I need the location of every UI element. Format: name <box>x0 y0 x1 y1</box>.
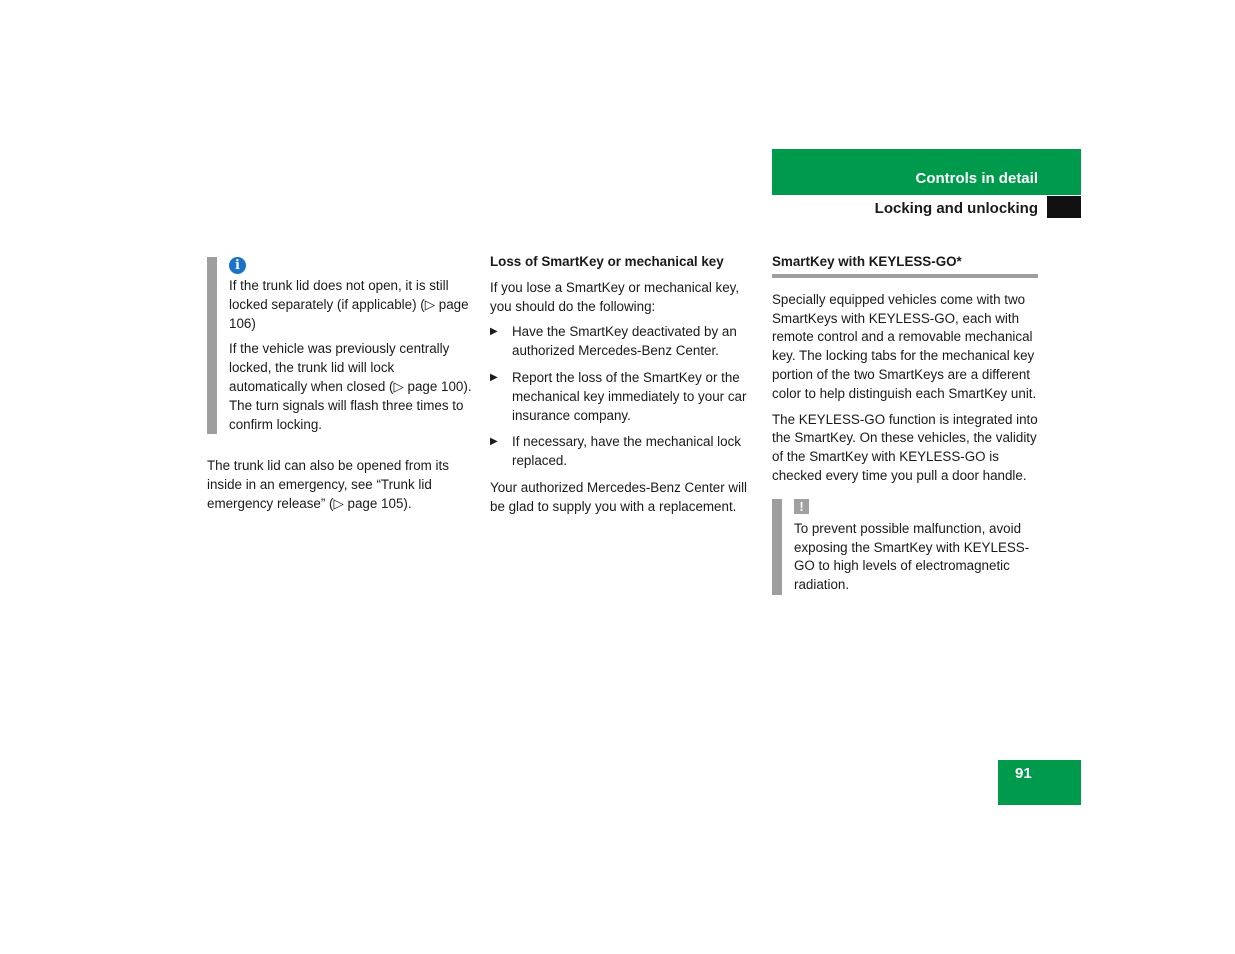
section-heading: Loss of SmartKey or mechanical key <box>490 254 724 269</box>
loss-section <box>490 253 754 517</box>
bullet-arrow-icon: ▶ <box>490 436 498 448</box>
page-number-tab <box>998 760 1081 805</box>
action-list <box>490 323 754 471</box>
intro-paragraph: If you lose a SmartKey or mechanical key, you should do the following: <box>490 279 740 314</box>
body-paragraph-2: The KEYLESS-GO function is integrated into the SmartKey. On these vehicles, the validity of the SmartKey with KEYLESS-GO is checked every time you pull a door handle. <box>772 411 1038 483</box>
section-title: Controls in detail <box>915 170 1038 187</box>
bullet-arrow-icon: ▶ <box>490 326 498 338</box>
page-number: 91 <box>1015 765 1032 782</box>
info-note <box>207 257 475 434</box>
subsection-title: Locking and unlocking <box>874 200 1038 217</box>
info-icon: i <box>229 257 246 274</box>
list-item: ▶ Report the loss of the SmartKey or the mechanical key immediately to your car insurance company. <box>490 369 747 423</box>
body-paragraph: The trunk lid can also be opened from its inside in an emergency, see “Trunk lid emergency release” (▷ page 105). <box>207 458 449 511</box>
heading-rule <box>772 274 1038 278</box>
info-paragraph-1: If the trunk lid does not open, it is still locked separately (if applicable) (▷ page 106) <box>229 278 469 331</box>
body-paragraph-1: Specially equipped vehicles come with two SmartKeys with KEYLESS-GO, each with remote control and a removable mechanical key. The locking tabs for the mechanical key portion of the two SmartKeys are a different color to help distinguish each SmartKey unit. <box>772 291 1037 401</box>
list-item: ▶ Have the SmartKey deactivated by an authorized Mercedes-Benz Center. <box>490 324 737 359</box>
subsection-marker <box>1047 196 1081 218</box>
bullet-arrow-icon: ▶ <box>490 371 498 383</box>
section-header-bar <box>772 149 1081 195</box>
exclamation-icon: ! <box>794 499 809 514</box>
keyless-go-section <box>772 253 1038 595</box>
closing-paragraph: Your authorized Mercedes-Benz Center will be glad to supply you with a replacement. <box>490 479 748 514</box>
list-item: ▶ If necessary, have the mechanical lock replaced. <box>490 434 741 469</box>
info-paragraph-2: If the vehicle was previously centrally locked, the trunk lid will lock automatically when closed (▷ page 100). The turn signals will flash three times to confirm locking. <box>229 341 472 432</box>
warning-text: To prevent possible malfunction, avoid exposing the SmartKey with KEYLESS-GO to high levels of electromagnetic radiation. <box>794 520 1030 593</box>
section-heading: SmartKey with KEYLESS-GO* <box>772 254 962 269</box>
warning-note <box>772 499 1038 595</box>
